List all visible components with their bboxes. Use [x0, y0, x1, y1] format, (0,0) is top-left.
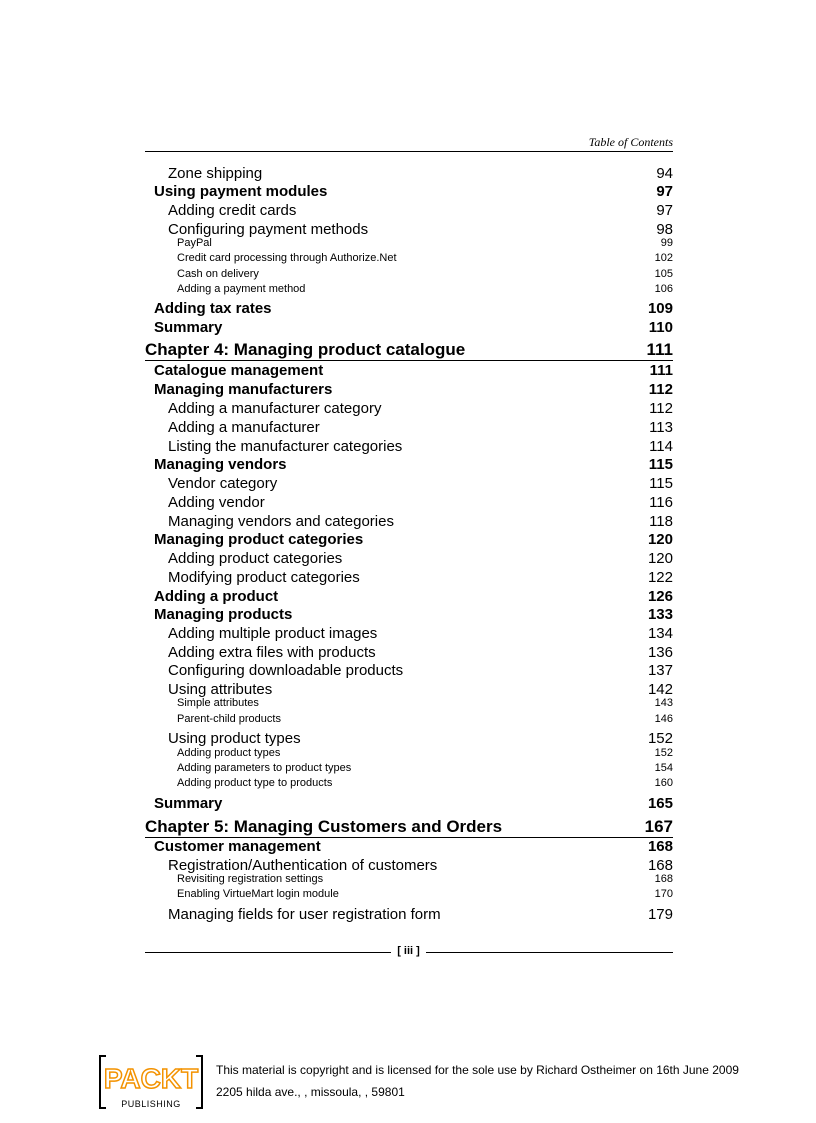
toc-entry-title: Adding credit cards: [168, 202, 297, 219]
toc-section[interactable]: [145, 381, 673, 398]
toc-entry[interactable]: [145, 713, 673, 725]
toc-entry-title: Zone shipping: [168, 165, 263, 182]
toc-entry-title: Managing vendors and categories: [168, 513, 394, 530]
toc-entry[interactable]: [145, 400, 673, 417]
toc-entry-page: 142: [647, 681, 673, 698]
copyright-notice: This material is copyright and is licensed for the sole use by Richard Ostheimer on 16th June 2009: [216, 1063, 739, 1077]
toc-entry-title: Configuring downloadable products: [168, 662, 404, 679]
toc-entry-page: 112: [649, 400, 673, 417]
toc-entry-title: Chapter 4: Managing product catalogue: [145, 340, 466, 359]
toc-entry-title: Managing product categories: [154, 531, 364, 548]
toc-entry-page: 170: [654, 888, 673, 900]
toc-entry-page: 160: [654, 777, 673, 789]
toc-entry-page: 146: [654, 713, 673, 725]
toc-section[interactable]: [145, 183, 673, 200]
running-header: Table of Contents: [588, 135, 673, 149]
toc-entry-page: 120: [647, 531, 673, 548]
toc-entry-title: Managing fields for user registration form: [168, 906, 441, 923]
toc-entry[interactable]: [145, 662, 673, 679]
toc-entry[interactable]: [145, 419, 673, 436]
toc-entry[interactable]: [145, 873, 673, 885]
toc-entry-title: Managing vendors: [154, 456, 287, 473]
toc-entry-title: Adding a manufacturer: [168, 419, 320, 436]
toc-entry-page: 102: [654, 252, 673, 264]
toc-entry[interactable]: [145, 569, 673, 586]
toc-entry-title: Managing products: [154, 606, 293, 623]
toc-entry-page: 109: [647, 300, 673, 317]
toc-entry-title: Using payment modules: [154, 183, 328, 200]
toc-entry-page: 134: [647, 625, 673, 642]
toc-entry-page: 94: [656, 165, 673, 182]
toc-entry-page: 126: [647, 588, 673, 605]
toc-entry-title: Adding parameters to product types: [177, 762, 352, 774]
toc-entry-page: 143: [654, 697, 673, 709]
toc-entry[interactable]: [145, 513, 673, 530]
toc-entry-page: 98: [656, 221, 673, 238]
toc-entry-page: 115: [649, 475, 673, 492]
toc-entry-page: 168: [647, 838, 673, 855]
toc-entry[interactable]: [145, 475, 673, 492]
toc-entry-page: 133: [647, 606, 673, 623]
toc-entry[interactable]: [145, 697, 673, 709]
toc-entry-page: 179: [647, 906, 673, 923]
toc-entry-page: 97: [656, 183, 673, 200]
toc-entry-page: 111: [649, 362, 673, 379]
toc-entry-title: Adding tax rates: [154, 300, 272, 317]
toc-section[interactable]: [145, 362, 673, 379]
toc-entry[interactable]: [145, 252, 673, 264]
toc-entry[interactable]: [145, 906, 673, 923]
toc-entry-title: Chapter 5: Managing Customers and Orders: [145, 817, 503, 836]
toc-entry-title: Registration/Authentication of customers: [168, 857, 438, 874]
toc-entry[interactable]: [145, 165, 673, 182]
toc-entry-title: Adding vendor: [168, 494, 265, 511]
toc-entry-title: Parent-child products: [177, 713, 281, 725]
toc-entry-page: 97: [656, 202, 673, 219]
address-line: 2205 hilda ave., , missoula, , 59801: [216, 1085, 405, 1099]
toc-section[interactable]: [145, 319, 673, 336]
toc-entry-page: 137: [647, 662, 673, 679]
toc-entry-title: Summary: [154, 319, 223, 336]
toc-entry-title: Summary: [154, 795, 223, 812]
toc-entry-title: Revisiting registration settings: [177, 873, 324, 885]
toc-entry-title: Adding product categories: [168, 550, 343, 567]
toc-entry-title: Simple attributes: [177, 697, 259, 709]
toc-entry-page: 114: [649, 438, 673, 455]
toc-entry-title: Enabling VirtueMart login module: [177, 888, 339, 900]
toc-entry-page: 118: [649, 513, 673, 530]
toc-entry[interactable]: [145, 494, 673, 511]
toc-entry-page: 168: [647, 857, 673, 874]
toc-entry-title: Listing the manufacturer categories: [168, 438, 403, 455]
toc-section[interactable]: [145, 795, 673, 812]
toc-entry-title: Adding multiple product images: [168, 625, 378, 642]
toc-entry-page: 112: [648, 381, 673, 398]
toc-entry-title: Using attributes: [168, 681, 273, 698]
toc-entry-page: 110: [648, 319, 673, 336]
toc-section[interactable]: [145, 606, 673, 623]
toc-entry[interactable]: [145, 888, 673, 900]
toc-entry[interactable]: [145, 777, 673, 789]
toc-entry-title: Cash on delivery: [177, 268, 259, 280]
toc-section[interactable]: [145, 838, 673, 855]
toc-section[interactable]: [145, 588, 673, 605]
toc-entry[interactable]: [145, 762, 673, 774]
toc-section[interactable]: [145, 456, 673, 473]
toc-entry-page: 105: [654, 268, 673, 280]
toc-entry[interactable]: [145, 221, 673, 238]
toc-entry[interactable]: [145, 438, 673, 455]
toc-entry-page: 106: [654, 283, 673, 295]
toc-entry[interactable]: [145, 681, 673, 698]
header-rule: [145, 151, 673, 152]
toc-entry-page: 116: [649, 494, 673, 511]
toc-entry-page: 113: [649, 419, 673, 436]
toc-entry[interactable]: [145, 550, 673, 567]
toc-entry-page: 111: [646, 340, 673, 359]
toc-entry[interactable]: [145, 625, 673, 642]
toc-entry-title: PayPal: [177, 237, 212, 249]
toc-entry-title: Adding a product: [154, 588, 279, 605]
toc-chapter[interactable]: [145, 817, 673, 838]
toc-section[interactable]: [145, 300, 673, 317]
toc-entry-title: Using product types: [168, 730, 301, 747]
toc-entry-title: Customer management: [154, 838, 321, 855]
toc-entry[interactable]: [145, 644, 673, 661]
toc-entry-page: 152: [647, 730, 673, 747]
toc-entry-title: Adding a manufacturer category: [168, 400, 382, 417]
toc-entry-title: Modifying product categories: [168, 569, 360, 586]
toc-entry-page: 154: [654, 762, 673, 774]
toc-entry[interactable]: [145, 202, 673, 219]
toc-entry-title: Managing manufacturers: [154, 381, 333, 398]
logo-wordmark: PACKT: [103, 1063, 199, 1094]
toc-entry-title: Credit card processing through Authorize.Net: [177, 252, 397, 264]
toc-entry[interactable]: [145, 730, 673, 747]
toc-entry-title: Catalogue management: [154, 362, 324, 379]
toc-entry-title: Vendor category: [168, 475, 278, 492]
toc-entry-page: 165: [647, 795, 673, 812]
page-number: [ iii ]: [397, 945, 420, 957]
toc-entry-page: 99: [660, 237, 673, 249]
toc-chapter[interactable]: [145, 340, 673, 361]
toc-entry-page: 168: [654, 873, 673, 885]
toc-entry-title: Adding extra files with products: [168, 644, 376, 661]
toc-entry-title: Adding product type to products: [177, 777, 333, 789]
toc-entry-page: 122: [647, 569, 673, 586]
toc-entry[interactable]: [145, 283, 673, 295]
toc-entry-page: 115: [648, 456, 673, 473]
footer-rule-left: [145, 952, 391, 953]
toc-entry[interactable]: [145, 747, 673, 759]
logo-subtext: PUBLISHING: [121, 1099, 181, 1109]
toc-entry-page: 167: [644, 817, 673, 836]
toc-entry-title: Adding a payment method: [177, 283, 306, 295]
toc-entry-page: 136: [647, 644, 673, 661]
toc-entry[interactable]: [145, 268, 673, 280]
toc-entry-title: Adding product types: [177, 747, 281, 759]
toc-entry-title: Configuring payment methods: [168, 221, 369, 238]
packt-logo: [96, 1052, 206, 1112]
toc-entry[interactable]: [145, 857, 673, 874]
toc-entry-page: 120: [647, 550, 673, 567]
toc-section[interactable]: [145, 531, 673, 548]
footer-rule-right: [426, 952, 673, 953]
toc-entry[interactable]: [145, 237, 673, 249]
toc-entry-page: 152: [654, 747, 673, 759]
